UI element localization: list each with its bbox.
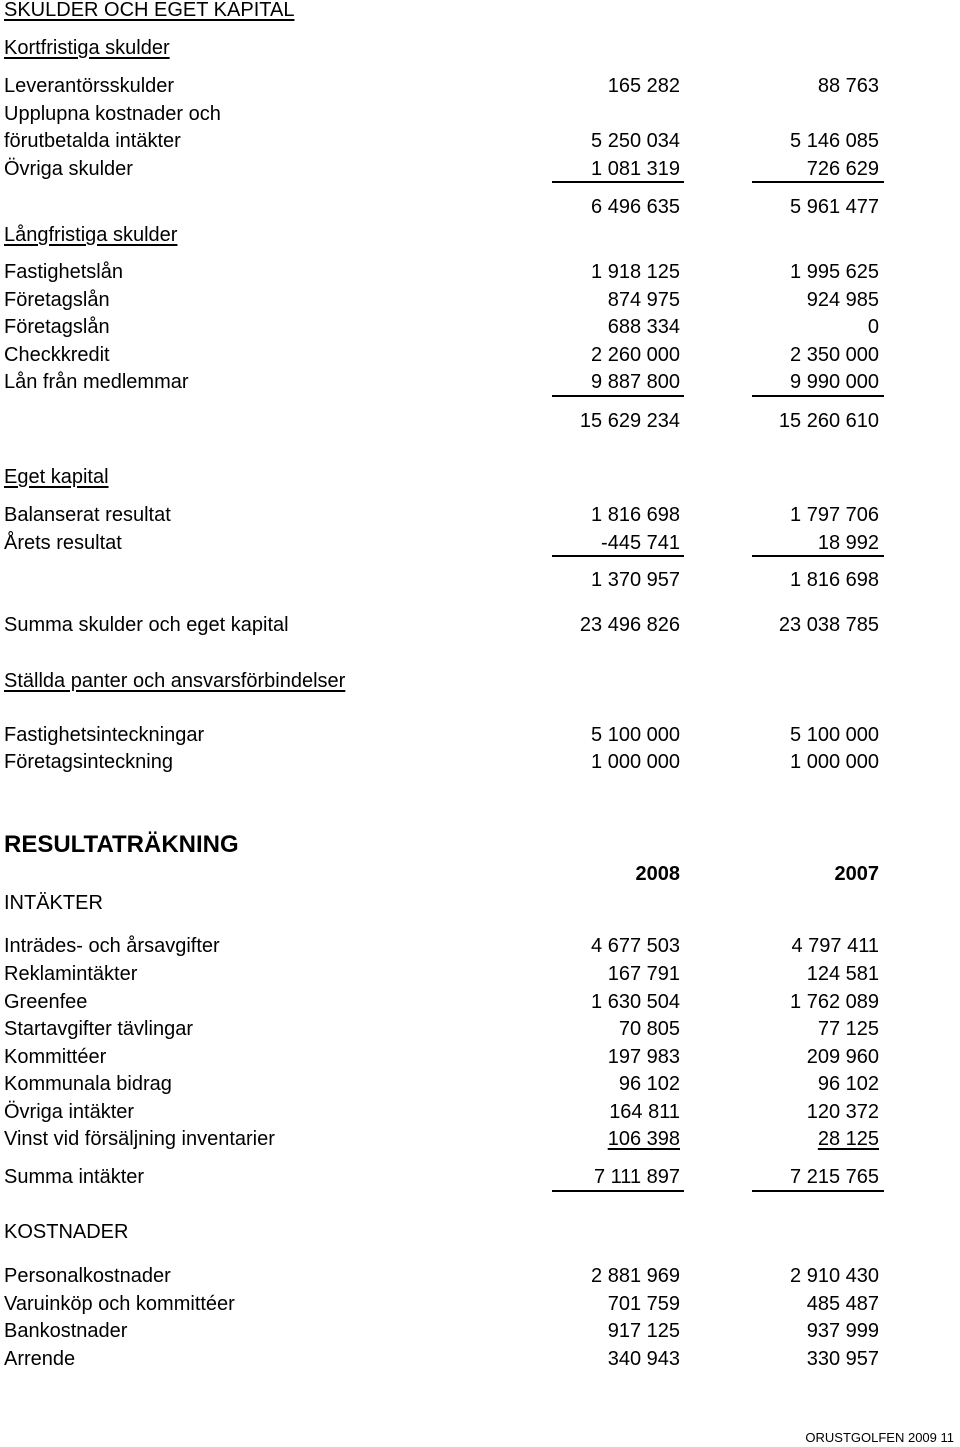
row-label: Arrende [4, 1348, 76, 1370]
table-row [0, 127, 960, 155]
table-row [0, 932, 960, 960]
row-label: Upplupna kostnader och [4, 103, 221, 125]
costs-heading: KOSTNADER [4, 1221, 129, 1243]
short-term-heading-line [0, 34, 960, 62]
table-row [0, 368, 960, 396]
equity-heading-line [0, 463, 960, 491]
value-2008: 1 918 125 [591, 261, 680, 283]
grand-total-2008: 23 496 826 [579, 614, 680, 636]
row-label: Företagsinteckning [4, 751, 173, 773]
value-2008: 917 125 [607, 1320, 680, 1342]
row-label: förutbetalda intäkter [4, 130, 181, 152]
value-2007: 120 372 [806, 1101, 879, 1123]
value-2007: 0 [867, 316, 879, 338]
value-2008: 1 000 000 [591, 751, 680, 773]
value-2007: 1 797 706 [790, 504, 879, 526]
value-2007: 88 763 [817, 75, 879, 97]
table-row [0, 721, 960, 749]
equity-total-row [0, 566, 960, 594]
row-label: Övriga skulder [4, 158, 133, 180]
sum-rule [752, 395, 884, 397]
row-label: Lån från medlemmar [4, 371, 189, 393]
table-row [0, 72, 960, 100]
costs-heading-line [0, 1218, 960, 1246]
table-row [0, 100, 960, 128]
table-row [0, 1070, 960, 1098]
income-heading-line [0, 829, 960, 861]
equity-heading: Eget kapital [4, 466, 109, 488]
total-2007: 15 260 610 [778, 410, 879, 432]
row-label: Startavgifter tävlingar [4, 1018, 193, 1040]
value-2007: 2 910 430 [790, 1265, 879, 1287]
sum-rule [552, 1190, 684, 1192]
table-row [0, 155, 960, 183]
balance-heading: SKULDER OCH EGET KAPITAL [4, 0, 295, 21]
total-2008: 1 370 957 [591, 569, 680, 591]
income-heading: RESULTATRÄKNING [4, 831, 239, 858]
value-2008: 1 630 504 [591, 991, 680, 1013]
row-label: Checkkredit [4, 344, 110, 366]
page-footer: ORUSTGOLFEN 2009 11 [805, 1430, 954, 1445]
row-label: Företagslån [4, 289, 110, 311]
sum-rule [752, 555, 884, 557]
year-2008: 2008 [635, 863, 680, 885]
revenue-heading: INTÄKTER [4, 892, 103, 914]
value-2007: 1 995 625 [790, 261, 879, 283]
pledges-heading: Ställda panter och ansvarsförbindelser [4, 670, 346, 692]
grand-total-2007: 23 038 785 [778, 614, 879, 636]
row-label: Reklamintäkter [4, 963, 138, 985]
value-2007: 2 350 000 [790, 344, 879, 366]
row-label: Kommittéer [4, 1046, 107, 1068]
value-2008: 1 081 319 [591, 158, 680, 180]
value-2008: 701 759 [607, 1293, 680, 1315]
table-row [0, 748, 960, 776]
table-row [0, 1317, 960, 1345]
value-2008: 2 881 969 [591, 1265, 680, 1287]
table-row [0, 286, 960, 314]
row-label: Fastighetsinteckningar [4, 724, 205, 746]
row-label: Inträdes- och årsavgifter [4, 935, 220, 957]
sum-rule [752, 181, 884, 183]
value-2007: 4 797 411 [791, 935, 879, 957]
pledges-heading-line [0, 667, 960, 695]
grand-total-row [0, 611, 960, 639]
row-label: Övriga intäkter [4, 1101, 135, 1123]
row-label: Personalkostnader [4, 1265, 171, 1287]
row-label: Varuinköp och kommittéer [4, 1293, 235, 1315]
table-row [0, 1345, 960, 1373]
long-term-heading: Långfristiga skulder [4, 224, 178, 246]
value-2007: 1 762 089 [790, 991, 879, 1013]
value-2008: 688 334 [607, 316, 680, 338]
value-2007: 124 581 [806, 963, 879, 985]
value-2007: 28 125 [817, 1128, 879, 1150]
table-row [0, 960, 960, 988]
row-label: Balanserat resultat [4, 504, 171, 526]
table-row [0, 1290, 960, 1318]
value-2008: 5 100 000 [591, 724, 680, 746]
year-2007: 2007 [834, 863, 879, 885]
value-2008: 165 282 [607, 75, 680, 97]
table-row [0, 313, 960, 341]
value-2008: 874 975 [607, 289, 680, 311]
total-2007: 7 215 765 [790, 1166, 879, 1188]
table-row [0, 1125, 960, 1153]
value-2008: -445 741 [601, 532, 680, 554]
value-2007: 726 629 [806, 158, 879, 180]
table-row [0, 1262, 960, 1290]
total-2008: 15 629 234 [579, 410, 680, 432]
long-term-total-row [0, 407, 960, 435]
value-2008: 197 983 [607, 1046, 680, 1068]
value-2007: 1 000 000 [790, 751, 879, 773]
value-2008: 96 102 [618, 1073, 680, 1095]
revenue-total-row [0, 1163, 960, 1191]
row-label: Vinst vid försäljning inventarier [4, 1128, 275, 1150]
value-2007: 96 102 [817, 1073, 879, 1095]
value-2007: 924 985 [806, 289, 879, 311]
short-term-heading: Kortfristiga skulder [4, 37, 170, 59]
row-label: Fastighetslån [4, 261, 123, 283]
value-2007: 77 125 [817, 1018, 879, 1040]
value-2007: 18 992 [817, 532, 879, 554]
total-2008: 7 111 897 [593, 1166, 680, 1188]
total-2007: 5 961 477 [790, 196, 879, 218]
table-row [0, 1098, 960, 1126]
value-2008: 106 398 [607, 1128, 680, 1150]
value-2007: 209 960 [806, 1046, 879, 1068]
value-2007: 9 990 000 [790, 371, 879, 393]
row-label: Leverantörsskulder [4, 75, 175, 97]
value-2008: 70 805 [618, 1018, 680, 1040]
value-2008: 1 816 698 [591, 504, 680, 526]
long-term-heading-line [0, 221, 960, 249]
table-row [0, 1043, 960, 1071]
value-2008: 4 677 503 [591, 935, 680, 957]
value-2008: 2 260 000 [591, 344, 680, 366]
value-2007: 5 146 085 [790, 130, 879, 152]
row-label: Greenfee [4, 991, 88, 1013]
revenue-heading-line [0, 889, 960, 917]
value-2008: 167 791 [607, 963, 680, 985]
row-label: Årets resultat [4, 532, 122, 554]
table-row [0, 501, 960, 529]
value-2008: 164 811 [609, 1101, 680, 1123]
table-row [0, 258, 960, 286]
table-row [0, 341, 960, 369]
value-2007: 5 100 000 [790, 724, 879, 746]
row-label: Kommunala bidrag [4, 1073, 172, 1095]
year-header-row [0, 860, 960, 888]
revenue-total-label: Summa intäkter [4, 1166, 145, 1188]
table-row [0, 529, 960, 557]
sum-rule [552, 181, 684, 183]
total-2008: 6 496 635 [591, 196, 680, 218]
value-2007: 937 999 [806, 1320, 879, 1342]
row-label: Företagslån [4, 316, 110, 338]
value-2007: 485 487 [806, 1293, 879, 1315]
table-row [0, 988, 960, 1016]
sum-rule [552, 555, 684, 557]
short-term-total-row [0, 193, 960, 221]
value-2007: 330 957 [806, 1348, 879, 1370]
sum-rule [552, 395, 684, 397]
total-2007: 1 816 698 [790, 569, 879, 591]
value-2008: 9 887 800 [591, 371, 680, 393]
value-2008: 340 943 [607, 1348, 680, 1370]
row-label: Bankostnader [4, 1320, 128, 1342]
table-row [0, 1015, 960, 1043]
balance-heading-line [0, 0, 960, 24]
value-2008: 5 250 034 [591, 130, 680, 152]
grand-total-label: Summa skulder och eget kapital [4, 614, 289, 636]
sum-rule [752, 1190, 884, 1192]
